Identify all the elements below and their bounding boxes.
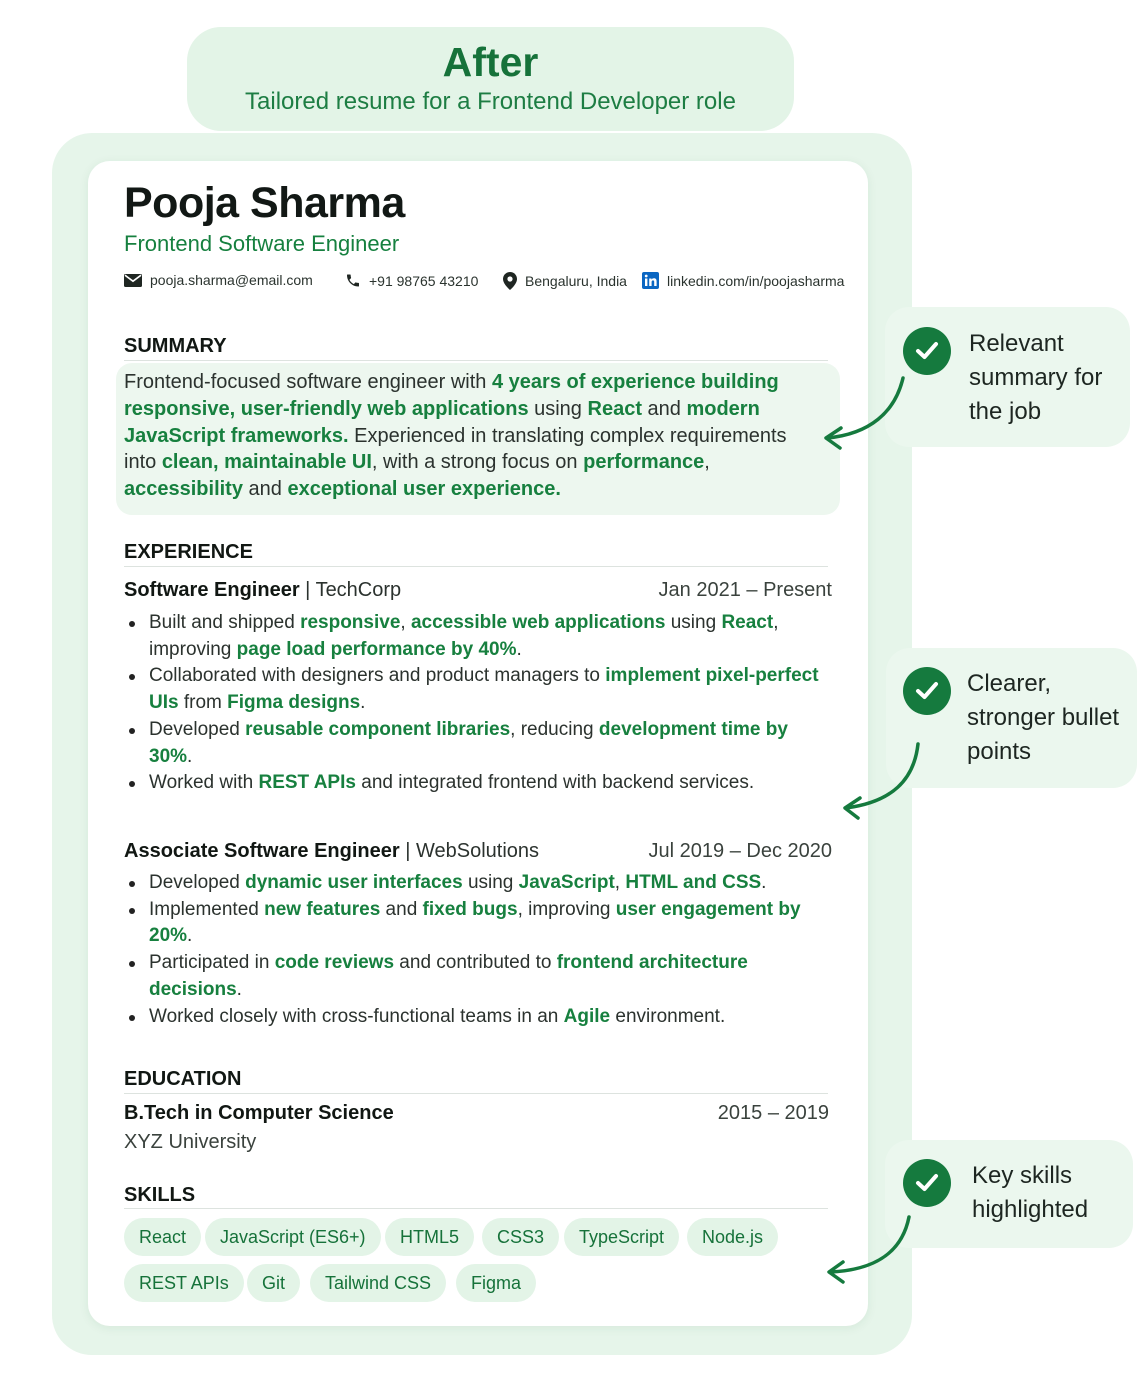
skill-chip: HTML5 — [385, 1218, 474, 1256]
contact-location-text: Bengaluru, India — [525, 273, 627, 289]
bullet-item: Built and shipped responsive, accessible web applications using React, improving page load performance by 40%. — [124, 610, 824, 663]
location-pin-icon — [503, 272, 517, 290]
bullet-item: Developed reusable component libraries, reducing development time by 30%. — [124, 717, 824, 770]
skills-heading: SKILLS — [124, 1184, 196, 1206]
skill-chip: Tailwind CSS — [310, 1264, 446, 1302]
bullet-item: Collaborated with designers and product managers to implement pixel-perfect UIs from Figma designs. — [124, 663, 824, 716]
skill-chip: TypeScript — [564, 1218, 679, 1256]
callout-bullets-text: Clearer, stronger bullet points — [967, 670, 1120, 765]
contact-linkedin[interactable] — [642, 272, 844, 289]
contact-phone — [345, 272, 478, 289]
experience-heading: EXPERIENCE — [124, 541, 253, 563]
resume-card — [88, 161, 868, 1326]
education-school: XYZ University — [124, 1131, 257, 1153]
phone-icon — [345, 272, 361, 289]
summary-text: Frontend-focused software engineer with 4 years of experience building responsive, user-friendly web applications using React and modern JavaScript frameworks. Experienced in translating complex requirements into clean, maintainable UI, with a strong focus on performance, accessibility and exceptional user experience. — [124, 371, 787, 501]
contact-phone-text: +91 98765 43210 — [369, 272, 479, 289]
bullet-item: Worked with REST APIs and integrated frontend with backend services. — [124, 770, 824, 797]
bullet-item: Implemented new features and fixed bugs, improving user engagement by 20%. — [124, 897, 824, 950]
bullet-item: Participated in code reviews and contributed to frontend architecture decisions. — [124, 950, 824, 1003]
education-divider — [124, 1093, 828, 1094]
skill-chip: REST APIs — [124, 1264, 244, 1302]
skills-divider — [124, 1208, 828, 1209]
check-circle-icon — [903, 667, 951, 715]
bullet-item: Worked closely with cross-functional teams in an Agile environment. — [124, 1004, 824, 1031]
job-title: Associate Software Engineer — [124, 840, 400, 862]
job-dates: Jul 2019 – Dec 2020 — [648, 840, 832, 862]
arrow-icon — [815, 372, 915, 452]
education-dates: 2015 – 2019 — [717, 1102, 829, 1124]
job-header — [124, 840, 539, 863]
skill-chip: Node.js — [687, 1218, 778, 1256]
job-bullets — [124, 610, 824, 797]
skill-chip: CSS3 — [482, 1218, 559, 1256]
job-title: Software Engineer — [124, 579, 300, 601]
contact-email-text: pooja.sharma@email.com — [150, 272, 313, 288]
banner-subtitle: Tailored resume for a Frontend Developer role — [245, 88, 736, 115]
skill-chip: React — [124, 1218, 201, 1256]
job-company: TechCorp — [315, 579, 402, 601]
education-heading: EDUCATION — [124, 1068, 242, 1090]
check-circle-icon — [903, 327, 951, 375]
contact-location — [503, 272, 627, 290]
callout-summary-text: Relevant summary for the job — [969, 330, 1103, 425]
contact-linkedin-text: linkedin.com/in/poojasharma — [667, 272, 845, 289]
summary-divider — [124, 360, 828, 361]
contact-email — [124, 272, 313, 288]
job-header — [124, 579, 401, 602]
after-banner — [187, 27, 794, 131]
linkedin-icon — [642, 272, 659, 289]
summary-heading: SUMMARY — [124, 335, 227, 357]
arrow-icon — [818, 1212, 918, 1292]
mail-icon — [124, 274, 142, 287]
job-company: WebSolutions — [415, 840, 540, 862]
check-circle-icon — [903, 1159, 951, 1207]
candidate-name: Pooja Sharma — [124, 179, 405, 227]
callout-skills-text: Key skills highlighted — [972, 1162, 1089, 1223]
job-bullets — [124, 870, 824, 1030]
skill-chip: Figma — [456, 1264, 536, 1302]
job-separator: | — [299, 579, 316, 601]
education-degree: B.Tech in Computer Science — [124, 1102, 394, 1124]
arrow-icon — [834, 740, 934, 820]
banner-title: After — [442, 39, 539, 85]
bullet-item: Developed dynamic user interfaces using JavaScript, HTML and CSS. — [124, 870, 824, 897]
skill-chip: JavaScript (ES6+) — [205, 1218, 381, 1256]
skill-chip: Git — [247, 1264, 300, 1302]
job-separator: | — [399, 840, 416, 862]
job-dates: Jan 2021 – Present — [658, 579, 832, 601]
candidate-role: Frontend Software Engineer — [124, 231, 400, 256]
experience-divider — [124, 566, 828, 567]
